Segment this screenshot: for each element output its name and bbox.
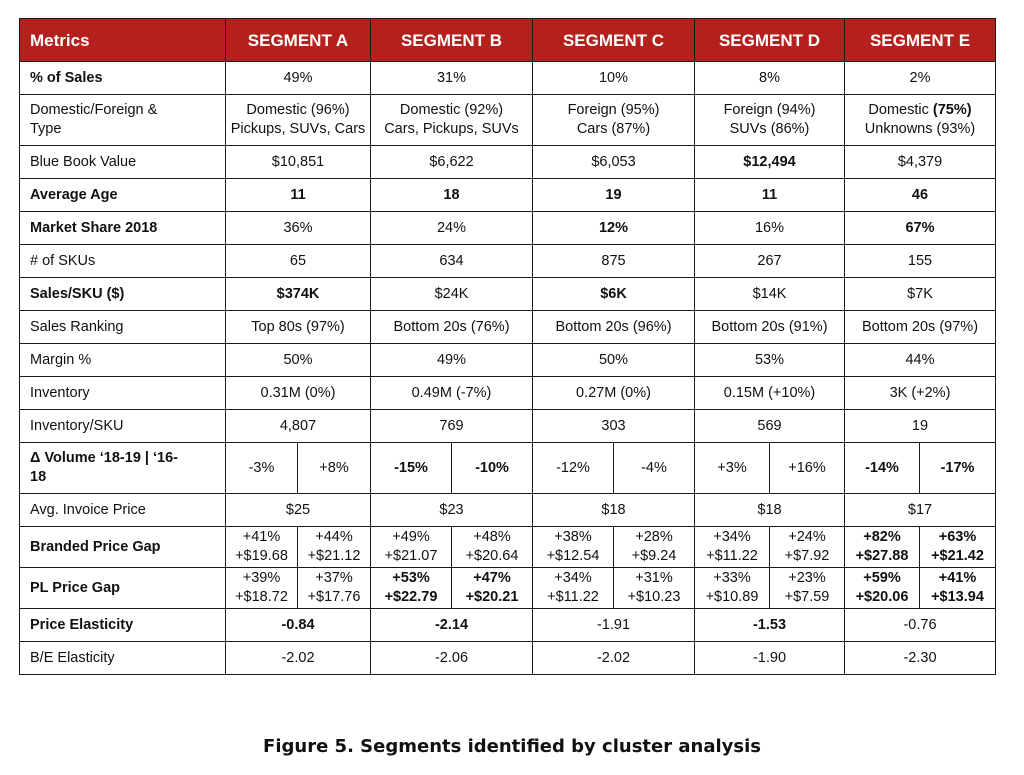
cell-segment-e-left: [845, 527, 920, 568]
row-label: Average Age: [20, 179, 226, 212]
cell-segment-e: $17: [845, 494, 996, 527]
segment-e-header: SEGMENT E: [845, 19, 996, 62]
row-inventory-per-sku: [20, 410, 996, 443]
row-label: Inventory/SKU: [20, 410, 226, 443]
cell-segment-a: 49%: [226, 62, 371, 95]
cell-segment-b: 31%: [371, 62, 533, 95]
gap-usd: +$22.79: [384, 589, 438, 605]
row-pct-sales: [20, 62, 996, 95]
cell-segment-a: [226, 95, 371, 146]
cell-segment-c: -2.02: [533, 642, 695, 675]
cell-segment-d: $12,494: [695, 146, 845, 179]
cell-segment-d-right: [770, 568, 845, 609]
origin-word: Domestic: [868, 102, 933, 118]
cell-segment-d: 53%: [695, 344, 845, 377]
cell-segment-c: -1.91: [533, 609, 695, 642]
row-label-line-2: 18: [30, 469, 47, 485]
cell-segment-a-18-19: -3%: [226, 443, 298, 494]
cell-segment-c: $6,053: [533, 146, 695, 179]
row-pl-price-gap: [20, 568, 996, 609]
row-label-line-1: Domestic/Foreign &: [30, 102, 158, 118]
gap-usd: +$12.54: [546, 548, 600, 564]
gap-pct: +38%: [554, 529, 592, 545]
segment-d-header: SEGMENT D: [695, 19, 845, 62]
row-label: Margin %: [20, 344, 226, 377]
row-sales-ranking: [20, 311, 996, 344]
cell-segment-d-18-19: +3%: [695, 443, 770, 494]
cell-segment-b-right: [452, 527, 533, 568]
cell-segment-e-16-18: -17%: [920, 443, 996, 494]
row-label: [20, 95, 226, 146]
type-text: Cars, Pickups, SUVs: [384, 121, 519, 137]
gap-usd: +$19.68: [235, 548, 288, 564]
gap-pct: +48%: [473, 529, 511, 545]
gap-pct: +28%: [635, 529, 673, 545]
cell-segment-d: -1.53: [695, 609, 845, 642]
row-label: B/E Elasticity: [20, 642, 226, 675]
origin-text: Domestic (96%): [246, 102, 350, 118]
cell-segment-e-left: [845, 568, 920, 609]
gap-pct: +34%: [713, 529, 751, 545]
cell-segment-b: 18: [371, 179, 533, 212]
row-be-elasticity: [20, 642, 996, 675]
row-label-line-1: Δ Volume ‘18-19 | ‘16-: [30, 450, 178, 466]
row-margin: [20, 344, 996, 377]
cell-segment-c: 10%: [533, 62, 695, 95]
gap-pct: +63%: [938, 529, 977, 545]
row-inventory: [20, 377, 996, 410]
gap-usd: +$20.21: [465, 589, 519, 605]
gap-pct: +24%: [788, 529, 826, 545]
gap-pct: +23%: [788, 570, 826, 586]
cell-segment-d: 11: [695, 179, 845, 212]
cell-segment-a-left: [226, 568, 298, 609]
cell-segment-a: $374K: [226, 278, 371, 311]
cell-segment-b: -2.14: [371, 609, 533, 642]
cell-segment-a: -2.02: [226, 642, 371, 675]
cell-segment-c: $18: [533, 494, 695, 527]
origin-text: Foreign (94%): [723, 102, 816, 118]
gap-usd: +$20.64: [465, 548, 519, 564]
cell-segment-a: Top 80s (97%): [226, 311, 371, 344]
row-label: Market Share 2018: [20, 212, 226, 245]
row-skus: [20, 245, 996, 278]
cell-segment-d: 8%: [695, 62, 845, 95]
cell-segment-e: Bottom 20s (97%): [845, 311, 996, 344]
cell-segment-c: 19: [533, 179, 695, 212]
cell-segment-d: 267: [695, 245, 845, 278]
cell-segment-a: $25: [226, 494, 371, 527]
cell-segment-b-18-19: -15%: [371, 443, 452, 494]
segment-a-header: SEGMENT A: [226, 19, 371, 62]
gap-pct: +39%: [242, 570, 281, 586]
cell-segment-c: 303: [533, 410, 695, 443]
gap-usd: +$10.23: [627, 589, 681, 605]
gap-pct: +37%: [315, 570, 353, 586]
row-label: # of SKUs: [20, 245, 226, 278]
cell-segment-a: 65: [226, 245, 371, 278]
row-label: [20, 443, 226, 494]
cell-segment-e: $4,379: [845, 146, 996, 179]
cell-segment-c-right: [614, 568, 695, 609]
cell-segment-a: 4,807: [226, 410, 371, 443]
figure-caption: Figure 5. Segments identified by cluster analysis: [263, 736, 761, 757]
cell-segment-a-right: [298, 568, 371, 609]
cell-segment-d: 16%: [695, 212, 845, 245]
gap-usd: +$7.59: [784, 589, 830, 605]
cell-segment-e: 155: [845, 245, 996, 278]
cell-segment-e: $7K: [845, 278, 996, 311]
gap-usd: +$27.88: [855, 548, 909, 564]
gap-usd: +$21.12: [307, 548, 361, 564]
row-label: PL Price Gap: [20, 568, 226, 609]
row-label: Price Elasticity: [20, 609, 226, 642]
row-price-elasticity: [20, 609, 996, 642]
row-label: Sales Ranking: [20, 311, 226, 344]
cell-segment-e: 19: [845, 410, 996, 443]
cell-segment-c-left: [533, 568, 614, 609]
cell-segment-a: 0.31M (0%): [226, 377, 371, 410]
cell-segment-b: $23: [371, 494, 533, 527]
cell-segment-b-left: [371, 568, 452, 609]
row-blue-book: [20, 146, 996, 179]
cell-segment-d: [695, 95, 845, 146]
gap-pct: +53%: [392, 570, 430, 586]
cell-segment-e: 44%: [845, 344, 996, 377]
cell-segment-e-18-19: -14%: [845, 443, 920, 494]
cell-segment-c-18-19: -12%: [533, 443, 614, 494]
row-average-age: [20, 179, 996, 212]
cell-segment-d-right: [770, 527, 845, 568]
cell-segment-d: 569: [695, 410, 845, 443]
cell-segment-c-16-18: -4%: [614, 443, 695, 494]
cell-segment-a-right: [298, 527, 371, 568]
cell-segment-d: -1.90: [695, 642, 845, 675]
gap-pct: +33%: [713, 570, 751, 586]
cell-segment-d: $18: [695, 494, 845, 527]
cell-segment-a: 50%: [226, 344, 371, 377]
row-label: Blue Book Value: [20, 146, 226, 179]
cell-segment-b: $24K: [371, 278, 533, 311]
gap-usd: +$11.22: [547, 589, 599, 605]
cell-segment-d: $14K: [695, 278, 845, 311]
cell-segment-a-left: [226, 527, 298, 568]
gap-pct: +34%: [554, 570, 592, 586]
row-label: % of Sales: [20, 62, 226, 95]
gap-pct: +82%: [863, 529, 901, 545]
gap-usd: +$9.24: [631, 548, 677, 564]
row-delta-volume: [20, 443, 996, 494]
cell-segment-b-16-18: -10%: [452, 443, 533, 494]
cell-segment-e: [845, 95, 996, 146]
cell-segment-d-left: [695, 568, 770, 609]
cell-segment-b: Bottom 20s (76%): [371, 311, 533, 344]
type-text: Cars (87%): [576, 121, 651, 137]
segments-table-container: [19, 18, 995, 675]
row-label: Inventory: [20, 377, 226, 410]
row-domestic-foreign: [20, 95, 996, 146]
cell-segment-e: 67%: [845, 212, 996, 245]
row-market-share: [20, 212, 996, 245]
gap-pct: +31%: [635, 570, 673, 586]
metrics-header: Metrics: [20, 19, 226, 62]
cell-segment-c: [533, 95, 695, 146]
cell-segment-a: 11: [226, 179, 371, 212]
gap-usd: +$21.42: [931, 548, 984, 564]
origin-text: [848, 101, 992, 120]
gap-usd: +$21.07: [384, 548, 438, 564]
gap-pct: +41%: [242, 529, 281, 545]
segment-c-header: SEGMENT C: [533, 19, 695, 62]
row-sales-per-sku: [20, 278, 996, 311]
row-invoice-price: [20, 494, 996, 527]
cell-segment-c: 12%: [533, 212, 695, 245]
origin-text: Foreign (95%): [567, 102, 660, 118]
cell-segment-d: Bottom 20s (91%): [695, 311, 845, 344]
cell-segment-e-right: [920, 527, 996, 568]
origin-text: Domestic (92%): [399, 102, 504, 118]
cell-segment-c: $6K: [533, 278, 695, 311]
cell-segment-b: -2.06: [371, 642, 533, 675]
type-text: Pickups, SUVs, Cars: [230, 121, 366, 137]
cell-segment-b: 49%: [371, 344, 533, 377]
cell-segment-b: [371, 95, 533, 146]
gap-pct: +44%: [315, 529, 353, 545]
segment-b-header: SEGMENT B: [371, 19, 533, 62]
row-label: Branded Price Gap: [20, 527, 226, 568]
type-text: SUVs (86%): [729, 121, 810, 137]
cell-segment-b-left: [371, 527, 452, 568]
cell-segment-e: -0.76: [845, 609, 996, 642]
cell-segment-b: 0.49M (-7%): [371, 377, 533, 410]
gap-pct: +49%: [392, 529, 430, 545]
gap-pct: +59%: [863, 570, 901, 586]
type-text: Unknowns (93%): [864, 121, 976, 137]
row-label-line-2: Type: [30, 121, 62, 137]
cell-segment-e: -2.30: [845, 642, 996, 675]
cell-segment-c-left: [533, 527, 614, 568]
cell-segment-c-right: [614, 527, 695, 568]
gap-usd: +$10.89: [705, 589, 759, 605]
cell-segment-c: Bottom 20s (96%): [533, 311, 695, 344]
cell-segment-e-right: [920, 568, 996, 609]
cell-segment-b: 769: [371, 410, 533, 443]
cell-segment-e: 2%: [845, 62, 996, 95]
gap-usd: +$7.92: [784, 548, 830, 564]
gap-usd: +$11.22: [706, 548, 758, 564]
cell-segment-e: 46: [845, 179, 996, 212]
cell-segment-a-16-18: +8%: [298, 443, 371, 494]
cell-segment-d-left: [695, 527, 770, 568]
row-label: Sales/SKU ($): [20, 278, 226, 311]
cell-segment-c: 875: [533, 245, 695, 278]
gap-usd: +$20.06: [855, 589, 909, 605]
gap-usd: +$18.72: [235, 589, 288, 605]
gap-pct: +47%: [473, 570, 511, 586]
cell-segment-c: 50%: [533, 344, 695, 377]
cell-segment-a: 36%: [226, 212, 371, 245]
row-label: Avg. Invoice Price: [20, 494, 226, 527]
cell-segment-b: 24%: [371, 212, 533, 245]
cell-segment-a: -0.84: [226, 609, 371, 642]
cell-segment-d: 0.15M (+10%): [695, 377, 845, 410]
row-branded-price-gap: [20, 527, 996, 568]
cell-segment-a: $10,851: [226, 146, 371, 179]
cell-segment-b: 634: [371, 245, 533, 278]
origin-pct: (75%): [932, 102, 972, 118]
gap-pct: +41%: [938, 570, 977, 586]
cell-segment-b-right: [452, 568, 533, 609]
cell-segment-e: 3K (+2%): [845, 377, 996, 410]
cell-segment-d-16-18: +16%: [770, 443, 845, 494]
gap-usd: +$17.76: [307, 589, 361, 605]
segments-table: [19, 18, 996, 675]
gap-usd: +$13.94: [931, 589, 984, 605]
cell-segment-b: $6,622: [371, 146, 533, 179]
cell-segment-c: 0.27M (0%): [533, 377, 695, 410]
header-row: [20, 19, 996, 62]
